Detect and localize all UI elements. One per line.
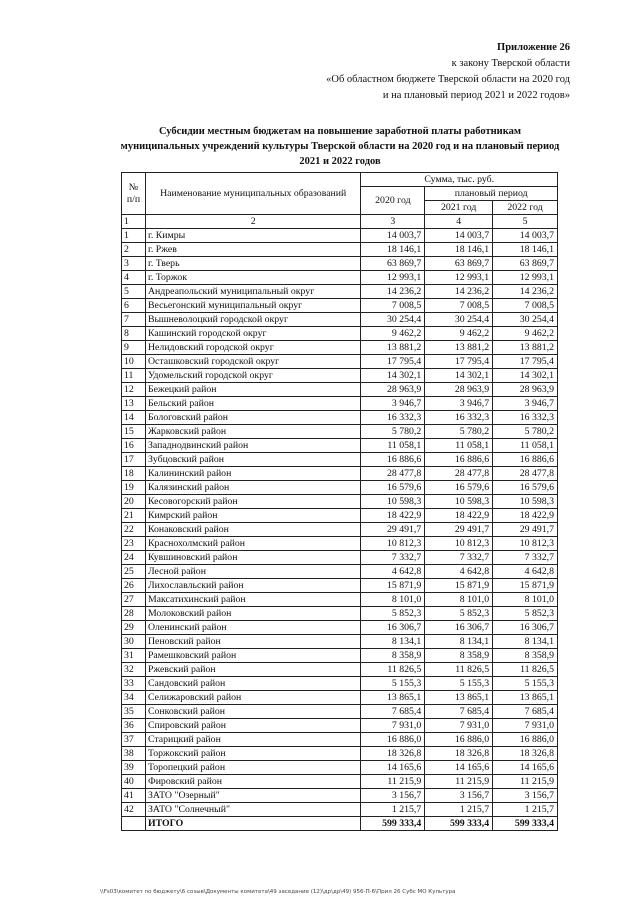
col-header-number: № п/п — [122, 173, 146, 215]
amount-2022-cell: 7 931,0 — [493, 719, 558, 733]
municipality-name-cell: Осташковский городской округ — [145, 355, 360, 369]
table-row — [122, 383, 558, 397]
amount-2022-cell: 1 215,7 — [493, 803, 558, 817]
appendix-law-title: «Об областном бюджете Тверской области на 2020 год — [326, 74, 570, 85]
row-number-cell: 10 — [122, 355, 146, 369]
amount-2021-cell: 7 685,4 — [425, 705, 493, 719]
amount-2020-cell: 11 058,1 — [361, 439, 425, 453]
table-row — [122, 663, 558, 677]
amount-2021-cell: 5 155,3 — [425, 677, 493, 691]
municipality-name-cell: Вышневолоцкий городской округ — [145, 313, 360, 327]
row-number-cell: 23 — [122, 537, 146, 551]
row-number-cell: 27 — [122, 593, 146, 607]
amount-2021-cell: 30 254,4 — [425, 313, 493, 327]
amount-2022-cell: 8 101,0 — [493, 593, 558, 607]
table-row — [122, 803, 558, 817]
table-row — [122, 355, 558, 369]
document-title: Субсидии местным бюджетам на повышение заработной платы работникам муниципальных учреждений культуры Тверской области на 2020 год и на плановый период 2021 и 2022 годов — [120, 126, 560, 167]
amount-2021-cell: 4 642,8 — [425, 565, 493, 579]
col-header-name: Наименование муниципальных образований — [145, 173, 360, 215]
municipality-name-cell: Бежецкий район — [145, 383, 360, 397]
amount-2020-cell: 3 156,7 — [361, 789, 425, 803]
municipality-name-cell: г. Тверь — [145, 257, 360, 271]
table-row — [122, 481, 558, 495]
amount-2022-cell: 18 326,8 — [493, 747, 558, 761]
municipality-name-cell: Калязинский район — [145, 481, 360, 495]
amount-2022-cell: 28 477,8 — [493, 467, 558, 481]
table-row — [122, 313, 558, 327]
amount-2021-cell: 9 462,2 — [425, 327, 493, 341]
row-number-cell: 26 — [122, 579, 146, 593]
municipality-name-cell: Андреапольский муниципальный округ — [145, 285, 360, 299]
amount-2022-cell: 5 155,3 — [493, 677, 558, 691]
amount-2020-cell: 7 332,7 — [361, 551, 425, 565]
amount-2020-cell: 63 869,7 — [361, 257, 425, 271]
amount-2022-cell: 17 795,4 — [493, 355, 558, 369]
amount-2020-cell: 10 598,3 — [361, 495, 425, 509]
municipality-name-cell: Торопецкий район — [145, 761, 360, 775]
amount-2021-cell: 18 422,9 — [425, 509, 493, 523]
amount-2021-cell: 11 826,5 — [425, 663, 493, 677]
table-row — [122, 649, 558, 663]
amount-2021-cell: 8 358,9 — [425, 649, 493, 663]
amount-2020-cell: 10 812,3 — [361, 537, 425, 551]
amount-2021-cell: 11 058,1 — [425, 439, 493, 453]
row-number-cell: 7 — [122, 313, 146, 327]
municipality-name-cell: Жарковский район — [145, 425, 360, 439]
table-row — [122, 509, 558, 523]
row-number-cell: 1 — [122, 229, 146, 243]
amount-2020-cell: 18 146,1 — [361, 243, 425, 257]
municipality-name-cell: Ржевский район — [145, 663, 360, 677]
amount-2022-cell: 5 780,2 — [493, 425, 558, 439]
total-2021: 599 333,4 — [425, 817, 493, 831]
col-header-sum: Сумма, тыс. руб. — [361, 173, 558, 187]
col-header-2021: 2021 год — [425, 201, 493, 215]
table-row — [122, 467, 558, 481]
amount-2021-cell: 18 146,1 — [425, 243, 493, 257]
municipality-name-cell: Весьегонский муниципальный округ — [145, 299, 360, 313]
amount-2021-cell: 7 931,0 — [425, 719, 493, 733]
amount-2021-cell: 13 881,2 — [425, 341, 493, 355]
index-cell: 1 — [122, 215, 146, 229]
amount-2020-cell: 15 871,9 — [361, 579, 425, 593]
row-number-cell: 5 — [122, 285, 146, 299]
municipality-name-cell: г. Ржев — [145, 243, 360, 257]
amount-2020-cell: 28 477,8 — [361, 467, 425, 481]
row-number-cell: 25 — [122, 565, 146, 579]
table-row — [122, 397, 558, 411]
amount-2021-cell: 11 215,9 — [425, 775, 493, 789]
municipality-name-cell: Торжокский район — [145, 747, 360, 761]
amount-2020-cell: 1 215,7 — [361, 803, 425, 817]
amount-2022-cell: 30 254,4 — [493, 313, 558, 327]
amount-2022-cell: 18 422,9 — [493, 509, 558, 523]
amount-2021-cell: 13 865,1 — [425, 691, 493, 705]
row-number-cell: 17 — [122, 453, 146, 467]
row-number-cell: 19 — [122, 481, 146, 495]
amount-2021-cell: 28 963,9 — [425, 383, 493, 397]
table-row — [122, 369, 558, 383]
file-path-footer: \\Fs03\комитет по бюджету\6 созыв\Документы комитета\49 заседание (12)\др\др\49) 956-П-6\Прил 26 Субс МО Культура — [100, 889, 456, 895]
row-number-cell: 14 — [122, 411, 146, 425]
appendix-law-period: и на плановый период 2021 и 2022 годов» — [382, 90, 570, 101]
total-2020: 599 333,4 — [361, 817, 425, 831]
table-row — [122, 565, 558, 579]
amount-2020-cell: 11 826,5 — [361, 663, 425, 677]
amount-2020-cell: 18 326,8 — [361, 747, 425, 761]
municipality-name-cell: Сандовский район — [145, 677, 360, 691]
amount-2022-cell: 14 302,1 — [493, 369, 558, 383]
municipality-name-cell: Калининский район — [145, 467, 360, 481]
row-number-cell: 12 — [122, 383, 146, 397]
table-row — [122, 607, 558, 621]
column-index-row — [122, 215, 558, 229]
amount-2022-cell: 11 826,5 — [493, 663, 558, 677]
row-number-cell: 33 — [122, 677, 146, 691]
amount-2022-cell: 7 685,4 — [493, 705, 558, 719]
table-row — [122, 523, 558, 537]
index-cell: 4 — [425, 215, 493, 229]
municipality-name-cell: Старицкий район — [145, 733, 360, 747]
table-row — [122, 425, 558, 439]
row-number-cell: 11 — [122, 369, 146, 383]
amount-2020-cell: 5 780,2 — [361, 425, 425, 439]
amount-2021-cell: 16 332,3 — [425, 411, 493, 425]
total-2022: 599 333,4 — [493, 817, 558, 831]
amount-2020-cell: 13 865,1 — [361, 691, 425, 705]
amount-2021-cell: 8 101,0 — [425, 593, 493, 607]
amount-2021-cell: 14 165,6 — [425, 761, 493, 775]
row-number-cell: 37 — [122, 733, 146, 747]
table-row — [122, 341, 558, 355]
municipality-name-cell: Кимрский район — [145, 509, 360, 523]
row-number-cell: 4 — [122, 271, 146, 285]
amount-2022-cell: 12 993,1 — [493, 271, 558, 285]
amount-2022-cell: 10 598,3 — [493, 495, 558, 509]
municipality-name-cell: Оленинский район — [145, 621, 360, 635]
table-row — [122, 411, 558, 425]
amount-2021-cell: 7 332,7 — [425, 551, 493, 565]
amount-2020-cell: 14 003,7 — [361, 229, 425, 243]
col-header-2020: 2020 год — [361, 187, 425, 215]
table-row — [122, 593, 558, 607]
amount-2020-cell: 4 642,8 — [361, 565, 425, 579]
amount-2020-cell: 16 306,7 — [361, 621, 425, 635]
amount-2021-cell: 3 946,7 — [425, 397, 493, 411]
amount-2020-cell: 14 302,1 — [361, 369, 425, 383]
row-number-cell: 6 — [122, 299, 146, 313]
row-number-cell: 39 — [122, 761, 146, 775]
amount-2022-cell: 15 871,9 — [493, 579, 558, 593]
amount-2020-cell: 13 881,2 — [361, 341, 425, 355]
amount-2021-cell: 16 306,7 — [425, 621, 493, 635]
amount-2021-cell: 10 812,3 — [425, 537, 493, 551]
municipality-name-cell: Бельский район — [145, 397, 360, 411]
col-header-2022: 2022 год — [493, 201, 558, 215]
amount-2022-cell: 13 865,1 — [493, 691, 558, 705]
table-row — [122, 775, 558, 789]
amount-2022-cell: 4 642,8 — [493, 565, 558, 579]
municipality-name-cell: Западнодвинский район — [145, 439, 360, 453]
amount-2021-cell: 5 780,2 — [425, 425, 493, 439]
amount-2021-cell: 17 795,4 — [425, 355, 493, 369]
table-row — [122, 453, 558, 467]
row-number-cell: 28 — [122, 607, 146, 621]
amount-2020-cell: 29 491,7 — [361, 523, 425, 537]
amount-2021-cell: 16 579,6 — [425, 481, 493, 495]
municipality-name-cell: Максатихинский район — [145, 593, 360, 607]
amount-2021-cell: 3 156,7 — [425, 789, 493, 803]
row-number-cell: 31 — [122, 649, 146, 663]
amount-2022-cell: 14 236,2 — [493, 285, 558, 299]
subsidy-table — [121, 172, 558, 831]
municipality-name-cell: ЗАТО "Солнечный" — [145, 803, 360, 817]
row-number-cell: 20 — [122, 495, 146, 509]
amount-2022-cell: 11 058,1 — [493, 439, 558, 453]
amount-2020-cell: 11 215,9 — [361, 775, 425, 789]
index-cell: 3 — [361, 215, 425, 229]
municipality-name-cell: ЗАТО "Озерный" — [145, 789, 360, 803]
municipality-name-cell: Лихославльский район — [145, 579, 360, 593]
amount-2020-cell: 16 332,3 — [361, 411, 425, 425]
amount-2020-cell: 7 008,5 — [361, 299, 425, 313]
amount-2021-cell: 14 003,7 — [425, 229, 493, 243]
amount-2021-cell: 29 491,7 — [425, 523, 493, 537]
amount-2020-cell: 7 931,0 — [361, 719, 425, 733]
appendix-header — [250, 40, 570, 104]
amount-2020-cell: 30 254,4 — [361, 313, 425, 327]
row-number-cell: 41 — [122, 789, 146, 803]
row-number-cell: 34 — [122, 691, 146, 705]
row-number-cell: 32 — [122, 663, 146, 677]
amount-2021-cell: 12 993,1 — [425, 271, 493, 285]
municipality-name-cell: Нелидовский городской округ — [145, 341, 360, 355]
municipality-name-cell: Пеновский район — [145, 635, 360, 649]
total-number-cell — [122, 817, 146, 831]
row-number-cell: 29 — [122, 621, 146, 635]
amount-2022-cell: 8 358,9 — [493, 649, 558, 663]
table-row — [122, 691, 558, 705]
amount-2022-cell: 16 886,0 — [493, 733, 558, 747]
amount-2022-cell: 29 491,7 — [493, 523, 558, 537]
table-row — [122, 271, 558, 285]
amount-2022-cell: 16 886,6 — [493, 453, 558, 467]
index-cell: 5 — [493, 215, 558, 229]
amount-2021-cell: 1 215,7 — [425, 803, 493, 817]
total-label: ИТОГО — [145, 817, 360, 831]
amount-2021-cell: 5 852,3 — [425, 607, 493, 621]
row-number-cell: 2 — [122, 243, 146, 257]
table-row — [122, 285, 558, 299]
amount-2022-cell: 10 812,3 — [493, 537, 558, 551]
amount-2022-cell: 3 946,7 — [493, 397, 558, 411]
row-number-cell: 18 — [122, 467, 146, 481]
amount-2022-cell: 7 008,5 — [493, 299, 558, 313]
row-number-cell: 21 — [122, 509, 146, 523]
table-row — [122, 551, 558, 565]
amount-2020-cell: 12 993,1 — [361, 271, 425, 285]
amount-2020-cell: 16 886,0 — [361, 733, 425, 747]
municipality-name-cell: г. Кимры — [145, 229, 360, 243]
amount-2020-cell: 14 165,6 — [361, 761, 425, 775]
amount-2020-cell: 14 236,2 — [361, 285, 425, 299]
municipality-name-cell: Удомельский городской округ — [145, 369, 360, 383]
amount-2020-cell: 9 462,2 — [361, 327, 425, 341]
municipality-name-cell: Лесной район — [145, 565, 360, 579]
amount-2022-cell: 3 156,7 — [493, 789, 558, 803]
total-row — [122, 817, 558, 831]
amount-2020-cell: 17 795,4 — [361, 355, 425, 369]
amount-2020-cell: 28 963,9 — [361, 383, 425, 397]
amount-2021-cell: 8 134,1 — [425, 635, 493, 649]
municipality-name-cell: Фировский район — [145, 775, 360, 789]
municipality-name-cell: Зубцовский район — [145, 453, 360, 467]
amount-2020-cell: 18 422,9 — [361, 509, 425, 523]
municipality-name-cell: Селижаровский район — [145, 691, 360, 705]
row-number-cell: 3 — [122, 257, 146, 271]
municipality-name-cell: Кувшиновский район — [145, 551, 360, 565]
amount-2022-cell: 16 332,3 — [493, 411, 558, 425]
municipality-name-cell: Кашинский городской округ — [145, 327, 360, 341]
row-number-cell: 38 — [122, 747, 146, 761]
amount-2021-cell: 10 598,3 — [425, 495, 493, 509]
amount-2020-cell: 3 946,7 — [361, 397, 425, 411]
table-row — [122, 733, 558, 747]
row-number-cell: 15 — [122, 425, 146, 439]
amount-2021-cell: 16 886,0 — [425, 733, 493, 747]
amount-2022-cell: 11 215,9 — [493, 775, 558, 789]
amount-2022-cell: 16 306,7 — [493, 621, 558, 635]
table-row — [122, 327, 558, 341]
row-number-cell: 8 — [122, 327, 146, 341]
amount-2021-cell: 7 008,5 — [425, 299, 493, 313]
appendix-law-ref: к закону Тверской области — [451, 58, 570, 69]
row-number-cell: 13 — [122, 397, 146, 411]
amount-2020-cell: 16 886,6 — [361, 453, 425, 467]
municipality-name-cell: Сонковский район — [145, 705, 360, 719]
amount-2022-cell: 8 134,1 — [493, 635, 558, 649]
row-number-cell: 36 — [122, 719, 146, 733]
amount-2022-cell: 14 003,7 — [493, 229, 558, 243]
table-row — [122, 439, 558, 453]
row-number-cell: 24 — [122, 551, 146, 565]
row-number-cell: 40 — [122, 775, 146, 789]
amount-2022-cell: 28 963,9 — [493, 383, 558, 397]
amount-2021-cell: 14 236,2 — [425, 285, 493, 299]
amount-2022-cell: 7 332,7 — [493, 551, 558, 565]
amount-2021-cell: 14 302,1 — [425, 369, 493, 383]
table-row — [122, 635, 558, 649]
table-row — [122, 229, 558, 243]
col-header-plan-period: плановый период — [425, 187, 558, 201]
index-cell: 2 — [145, 215, 360, 229]
table-row — [122, 579, 558, 593]
amount-2021-cell: 28 477,8 — [425, 467, 493, 481]
municipality-name-cell: Молоковский район — [145, 607, 360, 621]
amount-2020-cell: 7 685,4 — [361, 705, 425, 719]
amount-2022-cell: 63 869,7 — [493, 257, 558, 271]
table-row — [122, 537, 558, 551]
amount-2022-cell: 18 146,1 — [493, 243, 558, 257]
amount-2021-cell: 16 886,6 — [425, 453, 493, 467]
municipality-name-cell: Рамешковский район — [145, 649, 360, 663]
table-row — [122, 495, 558, 509]
amount-2020-cell: 5 155,3 — [361, 677, 425, 691]
amount-2020-cell: 16 579,6 — [361, 481, 425, 495]
table-row — [122, 761, 558, 775]
table-row — [122, 621, 558, 635]
amount-2020-cell: 8 358,9 — [361, 649, 425, 663]
amount-2022-cell: 9 462,2 — [493, 327, 558, 341]
table-row — [122, 705, 558, 719]
amount-2021-cell: 18 326,8 — [425, 747, 493, 761]
row-number-cell: 30 — [122, 635, 146, 649]
row-number-cell: 35 — [122, 705, 146, 719]
row-number-cell: 16 — [122, 439, 146, 453]
amount-2021-cell: 63 869,7 — [425, 257, 493, 271]
table-row — [122, 299, 558, 313]
municipality-name-cell: Бологовский район — [145, 411, 360, 425]
amount-2020-cell: 8 101,0 — [361, 593, 425, 607]
municipality-name-cell: Кесовогорский район — [145, 495, 360, 509]
row-number-cell: 42 — [122, 803, 146, 817]
table-row — [122, 789, 558, 803]
amount-2022-cell: 5 852,3 — [493, 607, 558, 621]
amount-2020-cell: 8 134,1 — [361, 635, 425, 649]
row-number-cell: 9 — [122, 341, 146, 355]
amount-2022-cell: 16 579,6 — [493, 481, 558, 495]
table-row — [122, 243, 558, 257]
appendix-number: Приложение 26 — [497, 42, 570, 53]
table-row — [122, 677, 558, 691]
table-row — [122, 747, 558, 761]
amount-2022-cell: 13 881,2 — [493, 341, 558, 355]
row-number-cell: 22 — [122, 523, 146, 537]
amount-2020-cell: 5 852,3 — [361, 607, 425, 621]
municipality-name-cell: Конаковский район — [145, 523, 360, 537]
municipality-name-cell: Спировский район — [145, 719, 360, 733]
table-row — [122, 257, 558, 271]
municipality-name-cell: г. Торжок — [145, 271, 360, 285]
amount-2022-cell: 14 165,6 — [493, 761, 558, 775]
amount-2021-cell: 15 871,9 — [425, 579, 493, 593]
table-row — [122, 719, 558, 733]
municipality-name-cell: Краснохолмский район — [145, 537, 360, 551]
